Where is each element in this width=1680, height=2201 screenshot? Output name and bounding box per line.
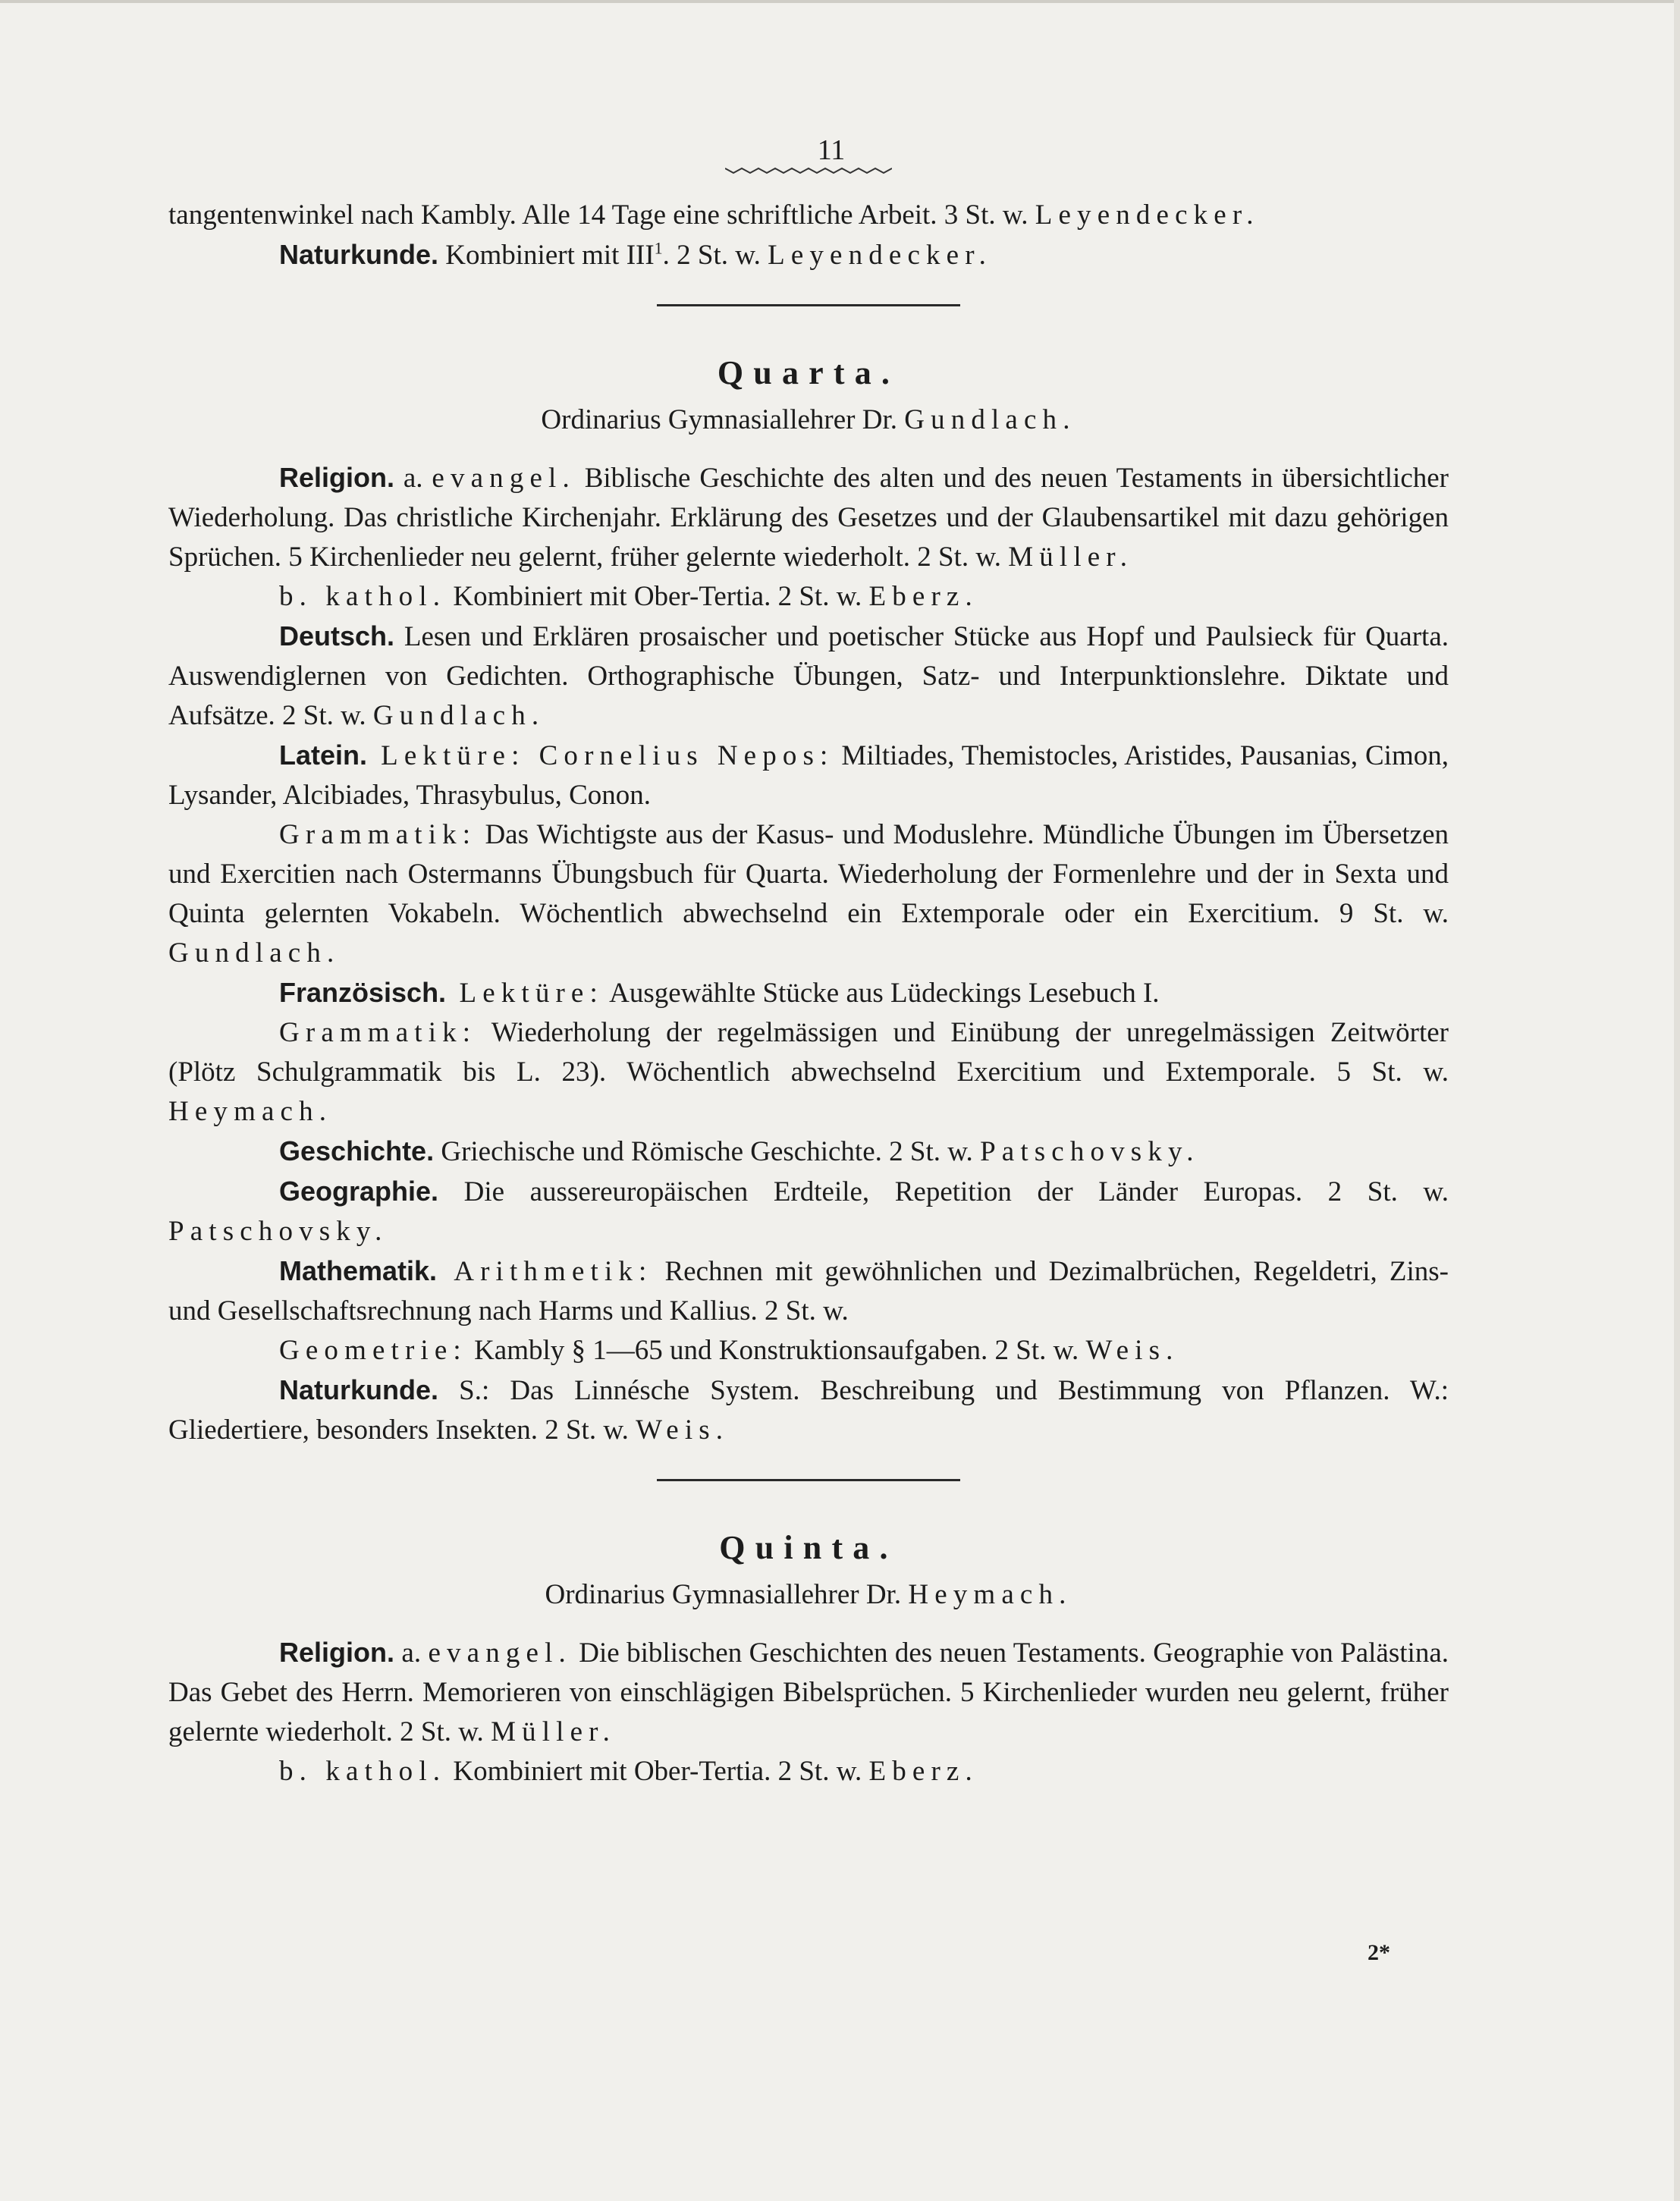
topic-label: Lektüre: Cornelius Nepos:	[367, 740, 834, 771]
topic-label: Grammatik:	[279, 819, 477, 850]
paragraph-text: Wiederholung der regelmässigen und Einübung der unregelmässigen Zeitwörter (Plötz Schulgrammatik bis L. 23). Wöchentlich abwechselnd Exercitium und Extemporale. 5 St. w.	[168, 1017, 1449, 1088]
quinta-religion-katholisch-paragraph	[168, 1752, 1449, 1791]
latein-paragraph	[168, 736, 1449, 815]
franzoesisch-grammatik-paragraph	[168, 1013, 1449, 1132]
section-title-quarta: Quarta.	[717, 354, 900, 391]
teacher-name: Gundlach.	[168, 937, 341, 969]
teacher-name: Leyendecker.	[768, 240, 993, 271]
religion-katholisch-paragraph	[168, 577, 1449, 617]
religion-paragraph	[168, 458, 1449, 577]
page-number: 11	[817, 134, 846, 166]
subject-heading: Mathematik.	[279, 1255, 438, 1286]
naturkunde-intro-paragraph	[168, 235, 1449, 275]
paragraph-text: Kombiniert mit Ober-Tertia. 2 St. w.	[446, 1756, 869, 1787]
paragraph-text: Miltiades, Themistocles, Aristides, Pausanias, Cimon, Lysander, Alcibiades, Thrasybulus, Conon.	[168, 740, 1449, 811]
paragraph-text: Biblische Geschichte des alten und des neuen Testaments in übersichtlicher Wiederholung. Das christliche Kirchenjahr. Erklärung des Gesetzes und der Glaubensartikel mit dazu gehörigen Sprüchen. 5 Kirchenlieder neu gelernt, früher gelernte wiederholt. 2 St. w.	[168, 463, 1449, 573]
teacher-name: Weis.	[636, 1414, 730, 1446]
topic-label: Lektüre:	[446, 978, 604, 1009]
denomination-label: b. kathol.	[279, 581, 447, 612]
section-title-quinta: Quinta.	[719, 1529, 898, 1566]
franzoesisch-paragraph	[168, 973, 1449, 1013]
teacher-name: Eberz.	[868, 581, 978, 612]
subject-heading: Naturkunde.	[279, 239, 439, 270]
quinta-religion-paragraph	[168, 1633, 1449, 1752]
mathematik-paragraph	[168, 1251, 1449, 1331]
topic-label: Grammatik:	[279, 1017, 477, 1048]
scan-right-edge	[1674, 0, 1680, 2201]
teacher-name: Weis.	[1085, 1335, 1179, 1366]
scan-top-edge	[0, 0, 1680, 3]
paragraph-text: S.: Das Linnésche System. Beschreibung und Bestimmung von Pflanzen. W.: Gliedertiere, besonders Insekten. 2 St. w.	[168, 1375, 1449, 1446]
teacher-name: Gundlach.	[372, 700, 545, 731]
geographie-paragraph	[168, 1172, 1449, 1251]
ordinarius-text: Ordinarius Gymnasiallehrer Dr.	[541, 404, 905, 435]
subject-heading: Naturkunde.	[279, 1374, 439, 1405]
ordinarius-line	[168, 400, 1449, 440]
paragraph-text: . 2 St. w.	[662, 240, 768, 271]
teacher-name: Leyendecker.	[1035, 199, 1260, 231]
denomination-label: evangel.	[428, 1637, 572, 1669]
mathematik-geometrie-paragraph	[168, 1331, 1449, 1371]
latein-grammatik-paragraph	[168, 815, 1449, 973]
wavy-ornament-icon	[725, 165, 892, 176]
ordinarius-name: Gundlach.	[904, 404, 1076, 435]
section-divider	[657, 304, 960, 306]
deutsch-paragraph	[168, 617, 1449, 736]
subject-heading: Geographie.	[279, 1176, 439, 1207]
section-divider	[657, 1479, 960, 1481]
paragraph-text: Ausgewählte Stücke aus Lüdeckings Lesebuch I.	[603, 978, 1160, 1009]
teacher-name: Müller.	[1008, 542, 1134, 573]
subject-heading: Religion.	[279, 462, 394, 493]
paragraph-text: Lesen und Erklären prosaischer und poetischer Stücke aus Hopf und Paulsieck für Quarta. Auswendiglernen von Gedichten. Orthographische Übungen, Satz- und Interpunktionslehre. Diktate und Aufsätze. 2 St. w.	[168, 621, 1449, 731]
topic-label: Geometrie:	[279, 1335, 467, 1366]
denomination-label: b. kathol.	[279, 1756, 447, 1787]
paragraph-text: Die aussereuropäischen Erdteile, Repetition der Länder Europas. 2 St. w.	[438, 1176, 1449, 1207]
ordinarius-line	[168, 1575, 1449, 1615]
paragraph-text: a.	[394, 1637, 429, 1669]
paragraph-text: Kambly § 1—65 und Konstruktionsaufgaben. 2 St. w.	[466, 1335, 1086, 1366]
teacher-name: Müller.	[491, 1716, 616, 1747]
subject-heading: Deutsch.	[279, 620, 395, 652]
subject-heading: Religion.	[279, 1637, 394, 1668]
page-content	[168, 135, 1449, 1791]
paragraph-text: Die biblischen Geschichten des neuen Testaments. Geographie von Palästina. Das Gebet des Herrn. Memorieren von einschlägigen Bibelsprüchen. 5 Kirchenlieder wurden neu gelernt, früher gelernte wiederholt. 2 St. w.	[168, 1637, 1449, 1747]
teacher-name: Eberz.	[868, 1756, 978, 1787]
ordinarius-text: Ordinarius Gymnasiallehrer Dr.	[545, 1579, 909, 1610]
topic-label: Arithmetik:	[437, 1256, 653, 1287]
paragraph-text: a.	[394, 463, 432, 494]
denomination-label: evangel.	[432, 463, 576, 494]
ordinarius-name: Heymach.	[908, 1579, 1072, 1610]
paragraph-text: Griechische und Römische Geschichte. 2 St. w.	[434, 1136, 981, 1167]
signature-mark: 2*	[1368, 1940, 1390, 1965]
geschichte-paragraph	[168, 1132, 1449, 1172]
superscript: 1	[654, 238, 663, 258]
intro-paragraph	[168, 196, 1449, 235]
teacher-name: Patschovsky.	[168, 1216, 388, 1247]
subject-heading: Latein.	[279, 739, 368, 771]
paragraph-text: Das Wichtigste aus der Kasus- und Moduslehre. Mündliche Übungen im Übersetzen und Exercitien nach Ostermanns Übungsbuch für Quarta. Wiederholung der Formenlehre und der in Sexta und Quinta gelernten Vokabeln. Wöchentlich abwechselnd ein Extemporale oder ein Exercitium. 9 St. w.	[168, 819, 1449, 929]
teacher-name: Patschovsky.	[980, 1136, 1200, 1167]
paragraph-text: Kombiniert mit III	[438, 240, 655, 271]
subject-heading: Geschichte.	[279, 1135, 435, 1166]
teacher-name: Heymach.	[168, 1096, 333, 1127]
subject-heading: Französisch.	[279, 977, 447, 1008]
paragraph-text: Kombiniert mit Ober-Tertia. 2 St. w.	[446, 581, 869, 612]
intro-text: tangentenwinkel nach Kambly. Alle 14 Tage eine schriftliche Arbeit. 3 St. w.	[168, 199, 1035, 231]
paragraph-text: Rechnen mit gewöhnlichen und Dezimalbrüchen, Regeldetri, Zins- und Gesellschaftsrechnung nach Harms und Kallius. 2 St. w.	[168, 1256, 1449, 1327]
naturkunde-paragraph	[168, 1371, 1449, 1450]
